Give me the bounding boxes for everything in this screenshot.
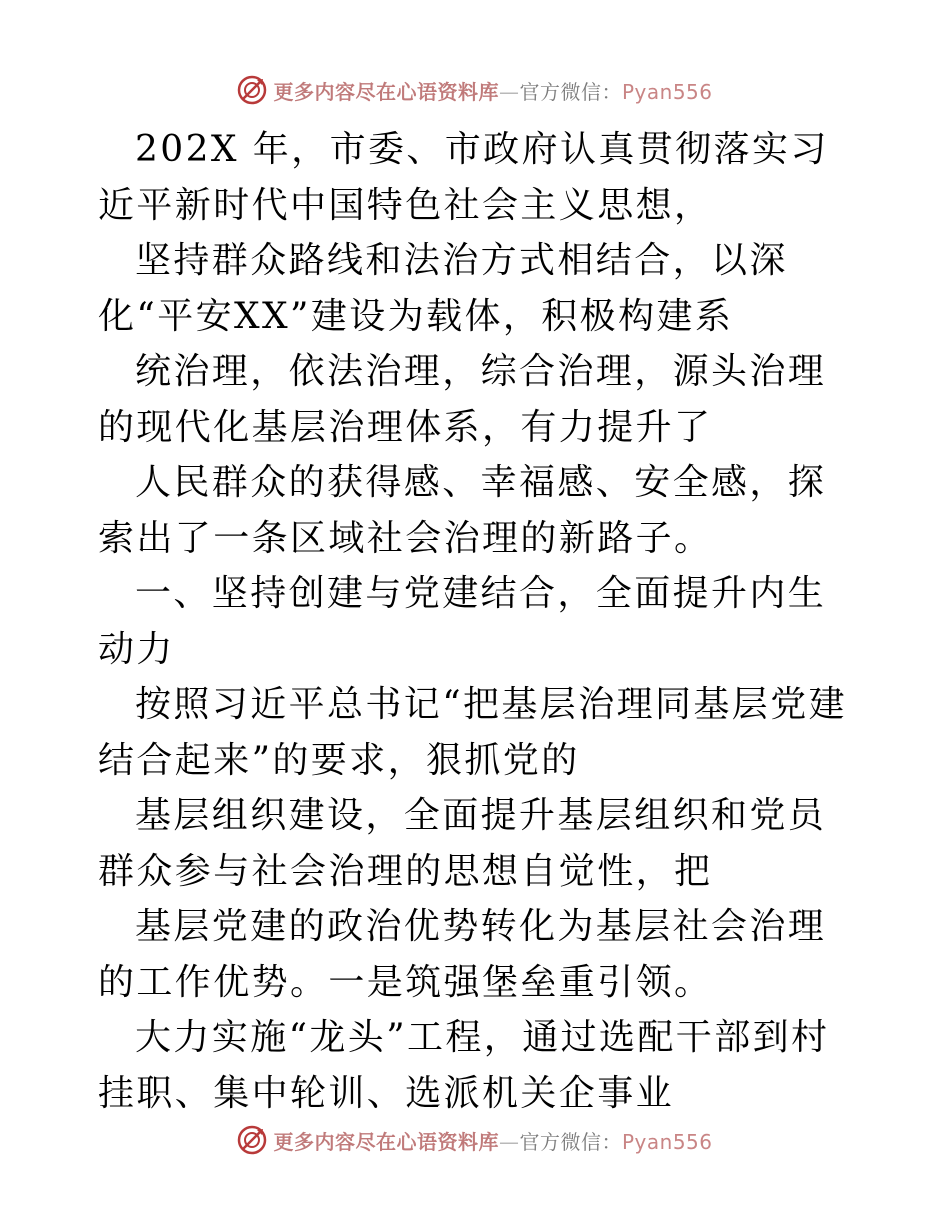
header-watermark-banner [0,70,950,110]
banner-wechat-id: Pyan556 [621,1129,713,1154]
banner-text [273,1126,712,1155]
paragraph-5: 按照习近平总书记“把基层治理同基层党建结合起来”的要求，狠抓党的 [98,684,848,781]
banner-text [273,76,712,105]
paragraph-6: 基层组织建设，全面提升基层组织和党员群众参与社会治理的思想自觉性，把 [98,795,827,892]
paragraph-8: 大力实施“龙头”工程，通过选配干部到村挂职、集中轮训、选派机关企事业 [98,1017,830,1114]
paragraph-1: 202X 年，市委、市政府认真贯彻落实习近平新时代中国特色社会主义思想， [98,129,829,226]
paragraph-2: 坚持群众路线和法治方式相结合，以深化“平安XX”建设为载体，积极构建系 [98,240,788,337]
banner-wechat-label: 官方微信： [519,1129,622,1154]
banner-wechat-label: 官方微信： [519,79,622,104]
document-body [98,122,858,1121]
paragraph-3: 统治理，依法治理，综合治理，源头治理的现代化基层治理体系，有力提升了 [98,351,827,448]
footer-watermark-banner [0,1120,950,1160]
banner-separator: — [498,79,520,104]
paragraph-4: 人民群众的获得感、幸福感、安全感，探索出了一条区域社会治理的新路子。 [98,462,827,559]
logo-icon [237,75,267,105]
banner-brand: 更多内容尽在心语资料库 [273,1129,499,1154]
section-heading-1: 一、坚持创建与党建结合，全面提升内生动力 [98,573,827,670]
banner-separator: — [498,1129,520,1154]
logo-icon [237,1125,267,1155]
paragraph-7: 基层党建的政治优势转化为基层社会治理的工作优势。一是筑强堡垒重引领。 [98,906,827,1003]
banner-brand: 更多内容尽在心语资料库 [273,79,499,104]
banner-wechat-id: Pyan556 [621,79,713,104]
